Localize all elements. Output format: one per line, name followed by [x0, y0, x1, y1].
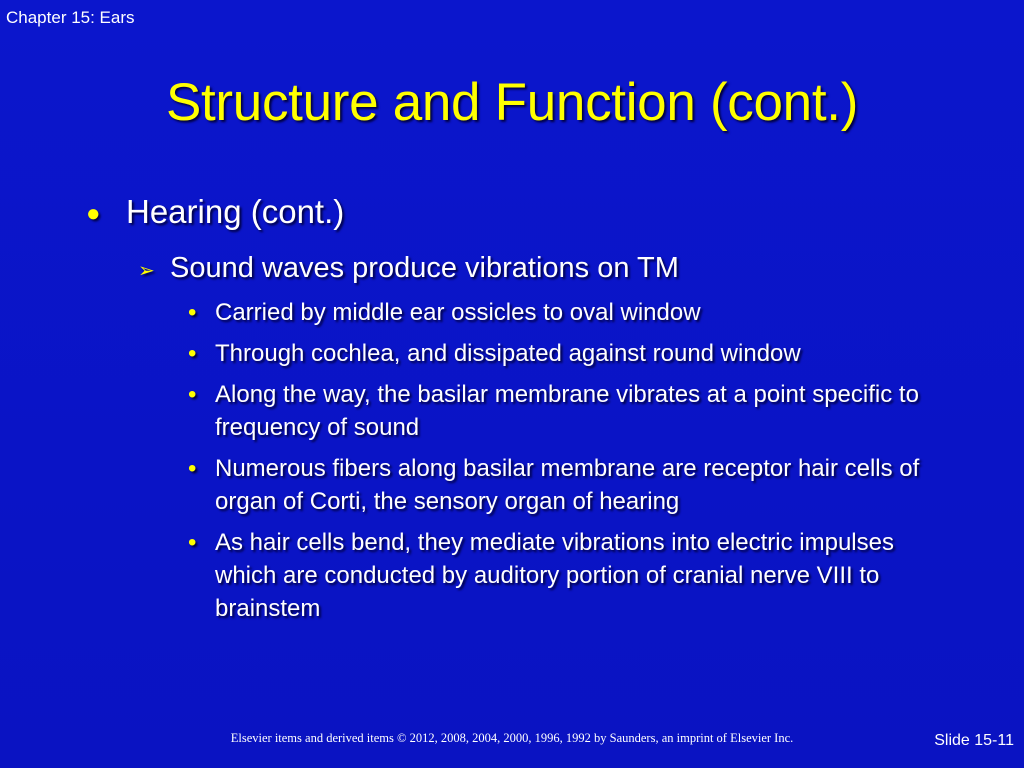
small-dot-icon: •	[188, 381, 197, 408]
bullet-level3-item	[188, 337, 948, 370]
small-dot-icon: •	[188, 455, 197, 482]
yellow-dot-icon: ●	[86, 200, 101, 227]
bullet-level1	[86, 193, 344, 231]
bullet-level3-text: Along the way, the basilar membrane vibrates at a point specific to frequency of sound	[215, 381, 919, 441]
bullet-level1-text: Hearing (cont.)	[126, 193, 345, 230]
small-dot-icon: •	[188, 340, 197, 367]
bullet-level3-item	[188, 526, 948, 625]
bullet-level3-text: Through cochlea, and dissipated against round window	[215, 340, 801, 367]
bullet-level3-item	[188, 296, 948, 329]
bullet-level2-text: Sound waves produce vibrations on TM	[170, 252, 679, 284]
bullet-level3-text: Numerous fibers along basilar membrane are receptor hair cells of organ of Corti, the sensory organ of hearing	[215, 455, 920, 515]
bullet-level3-list	[188, 296, 948, 633]
slide-number: Slide 15-11	[934, 732, 1014, 749]
bullet-level3-text: As hair cells bend, they mediate vibrations into electric impulses which are conducted by auditory portion of cranial nerve VIII to brainstem	[215, 529, 894, 622]
small-dot-icon: •	[188, 299, 197, 326]
small-dot-icon: •	[188, 529, 197, 556]
bullet-level3-item	[188, 378, 948, 444]
copyright-footer: Elsevier items and derived items © 2012, 2008, 2004, 2000, 1996, 1992 by Saunders, an imprint of Elsevier Inc.	[230, 731, 794, 745]
chapter-label: Chapter 15: Ears	[6, 8, 135, 27]
bullet-level2	[138, 252, 679, 285]
bullet-level3-text: Carried by middle ear ossicles to oval window	[215, 299, 701, 326]
arrow-bullet-icon: ➢	[138, 260, 155, 282]
slide-title: Structure and Function (cont.)	[165, 73, 859, 132]
bullet-level3-item	[188, 452, 948, 518]
